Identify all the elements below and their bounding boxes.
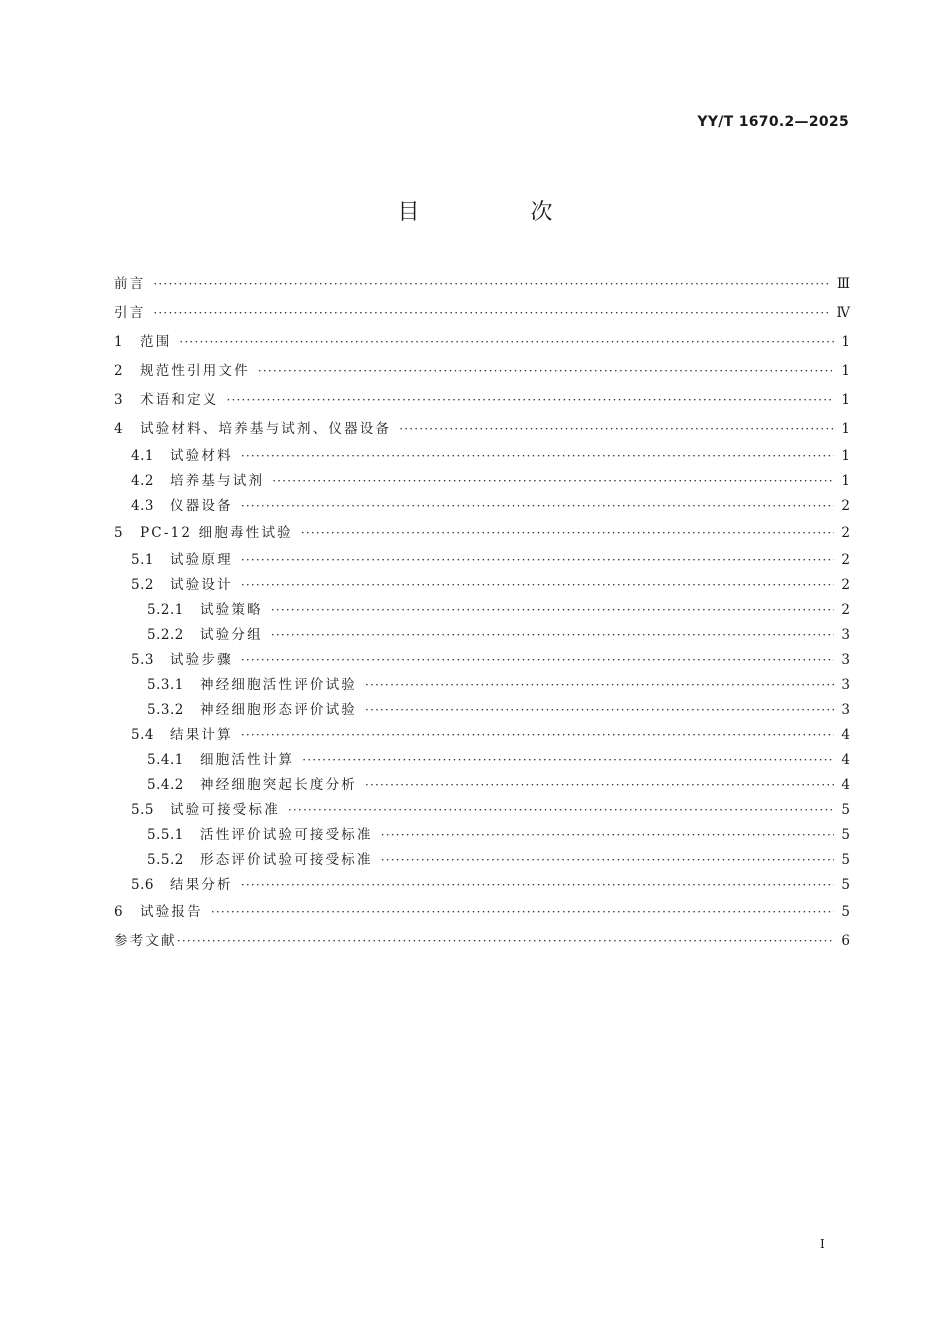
toc-entry-5-3-1[interactable]: [114, 673, 850, 698]
toc-entry-number: 5.6: [131, 877, 154, 893]
toc-entry-page: Ⅳ: [836, 305, 850, 321]
toc-entry-title: 活性评价试验可接受标准: [200, 827, 373, 843]
dot-leader: [241, 548, 834, 573]
toc-entry-title: 参考文献: [114, 933, 177, 949]
toc-entry-page: 5: [841, 904, 850, 920]
toc-entry-number: 5.2.2: [147, 627, 184, 643]
toc-entry-title: 结果分析: [170, 877, 233, 893]
toc-entry-page: 1: [841, 421, 850, 437]
dot-leader: [288, 798, 834, 823]
toc-entry-page: 3: [841, 677, 850, 693]
toc-entry-number: 4.1: [131, 448, 154, 464]
toc-entry-number: 5.5.1: [147, 827, 184, 843]
table-of-contents: [114, 270, 850, 956]
dot-leader: [179, 328, 834, 357]
toc-entry-page: 4: [841, 752, 850, 768]
toc-entry-6[interactable]: [114, 898, 850, 927]
toc-entry-4-2[interactable]: [114, 469, 850, 494]
toc-entry-4-1[interactable]: [114, 444, 850, 469]
dot-leader: [271, 623, 834, 648]
dot-leader: [272, 469, 834, 494]
dot-leader: [153, 299, 830, 328]
toc-entry-number: 5.3: [131, 652, 154, 668]
standard-code: YY/T 1670.2—2025: [697, 114, 849, 130]
toc-entry-number: 5: [114, 525, 124, 541]
toc-entry-1[interactable]: [114, 328, 850, 357]
toc-entry-title: 结果计算: [170, 727, 233, 743]
toc-entry-number: 3: [114, 392, 124, 408]
toc-entry-number: 1: [114, 334, 124, 350]
toc-entry-bibliography[interactable]: [114, 927, 850, 956]
toc-entry-title: 培养基与试剂: [170, 473, 265, 489]
toc-entry-title: 试验材料: [170, 448, 233, 464]
dot-leader: [241, 444, 834, 469]
toc-entry-title: 试验分组: [200, 627, 263, 643]
toc-entry-title: 形态评价试验可接受标准: [200, 852, 373, 868]
toc-entry-page: 5: [841, 827, 850, 843]
toc-entry-preface[interactable]: [114, 270, 850, 299]
toc-entry-5-2-2[interactable]: [114, 623, 850, 648]
dot-leader: [241, 873, 834, 898]
toc-entry-introduction[interactable]: [114, 299, 850, 328]
toc-entry-title: 试验策略: [200, 602, 263, 618]
page-title: 目 次: [397, 200, 605, 225]
toc-entry-title: 试验步骤: [170, 652, 233, 668]
dot-leader: [153, 270, 831, 299]
toc-entry-number: 5.3.2: [147, 702, 184, 718]
toc-entry-5-5-1[interactable]: [114, 823, 850, 848]
toc-entry-number: 5.4.1: [147, 752, 184, 768]
toc-entry-page: 5: [841, 877, 850, 893]
toc-entry-page: 1: [841, 363, 850, 379]
toc-entry-number: 5.4: [131, 727, 154, 743]
toc-entry-page: 2: [841, 525, 850, 541]
toc-entry-title: 试验原理: [170, 552, 233, 568]
toc-entry-title: 试验可接受标准: [170, 802, 280, 818]
toc-entry-number: 4: [114, 421, 124, 437]
dot-leader: [381, 823, 834, 848]
page-number: I: [820, 1237, 825, 1251]
toc-entry-title: 试验材料、培养基与试剂、仪器设备: [140, 421, 392, 437]
toc-entry-2[interactable]: [114, 357, 850, 386]
toc-entry-number: 2: [114, 363, 124, 379]
toc-entry-5-2[interactable]: [114, 573, 850, 598]
toc-entry-page: 1: [841, 392, 850, 408]
toc-entry-page: 1: [841, 473, 850, 489]
toc-entry-5-5-2[interactable]: [114, 848, 850, 873]
toc-entry-page: 5: [841, 852, 850, 868]
toc-entry-page: 2: [841, 577, 850, 593]
toc-entry-title: 规范性引用文件: [140, 363, 250, 379]
toc-entry-number: 5.2: [131, 577, 154, 593]
dot-leader: [271, 598, 834, 623]
toc-entry-5-3[interactable]: [114, 648, 850, 673]
toc-entry-number: 5.5.2: [147, 852, 184, 868]
toc-entry-title: 神经细胞突起长度分析: [200, 777, 357, 793]
toc-entry-page: 3: [841, 702, 850, 718]
dot-leader: [302, 748, 834, 773]
toc-entry-title: 引言: [114, 305, 146, 321]
toc-entry-5-4-1[interactable]: [114, 748, 850, 773]
dot-leader: [227, 386, 835, 415]
toc-entry-title: 前言: [114, 276, 146, 292]
toc-entry-5-1[interactable]: [114, 548, 850, 573]
toc-entry-number: 5.1: [131, 552, 154, 568]
toc-entry-number: 6: [114, 904, 124, 920]
toc-entry-5-5[interactable]: [114, 798, 850, 823]
toc-entry-page: 2: [841, 602, 850, 618]
toc-entry-page: 2: [841, 552, 850, 568]
toc-entry-number: 4.2: [131, 473, 154, 489]
dot-leader: [177, 927, 834, 956]
toc-entry-number: 4.3: [131, 498, 154, 514]
toc-entry-5-6[interactable]: [114, 873, 850, 898]
toc-entry-title: 试验设计: [170, 577, 233, 593]
dot-leader: [365, 673, 834, 698]
toc-entry-title: 范围: [140, 334, 172, 350]
toc-entry-4[interactable]: [114, 415, 850, 444]
dot-leader: [381, 848, 834, 873]
toc-entry-5-3-2[interactable]: [114, 698, 850, 723]
toc-entry-4-3[interactable]: [114, 494, 850, 519]
toc-entry-title: 细胞活性计算: [200, 752, 295, 768]
toc-entry-title: 神经细胞形态评价试验: [200, 702, 357, 718]
toc-entry-page: Ⅲ: [836, 276, 850, 292]
dot-leader: [399, 415, 834, 444]
toc-entry-title: 仪器设备: [170, 498, 233, 514]
dot-leader: [241, 648, 834, 673]
toc-entry-5-2-1[interactable]: [114, 598, 850, 623]
toc-entry-page: 4: [841, 727, 850, 743]
toc-entry-3[interactable]: [114, 386, 850, 415]
toc-entry-number: 5.5: [131, 802, 154, 818]
toc-entry-number: 5.3.1: [147, 677, 184, 693]
dot-leader: [301, 519, 834, 548]
dot-leader: [258, 357, 834, 386]
dot-leader: [365, 698, 834, 723]
dot-leader: [365, 773, 834, 798]
toc-entry-page: 1: [841, 334, 850, 350]
toc-entry-page: 3: [841, 652, 850, 668]
toc-entry-page: 1: [841, 448, 850, 464]
toc-entry-page: 2: [841, 498, 850, 514]
toc-entry-5-4-2[interactable]: [114, 773, 850, 798]
dot-leader: [241, 723, 834, 748]
toc-entry-5[interactable]: [114, 519, 850, 548]
dot-leader: [241, 573, 834, 598]
toc-entry-number: 5.2.1: [147, 602, 184, 618]
toc-entry-page: 5: [841, 802, 850, 818]
toc-entry-5-4[interactable]: [114, 723, 850, 748]
toc-entry-title: PC-12 细胞毒性试验: [140, 525, 293, 541]
toc-entry-number: 5.4.2: [147, 777, 184, 793]
toc-entry-page: 3: [841, 627, 850, 643]
dot-leader: [241, 494, 834, 519]
toc-entry-page: 6: [841, 933, 850, 949]
toc-entry-page: 4: [841, 777, 850, 793]
toc-entry-title: 试验报告: [140, 904, 203, 920]
toc-entry-title: 术语和定义: [140, 392, 219, 408]
toc-entry-title: 神经细胞活性评价试验: [200, 677, 357, 693]
dot-leader: [211, 898, 834, 927]
